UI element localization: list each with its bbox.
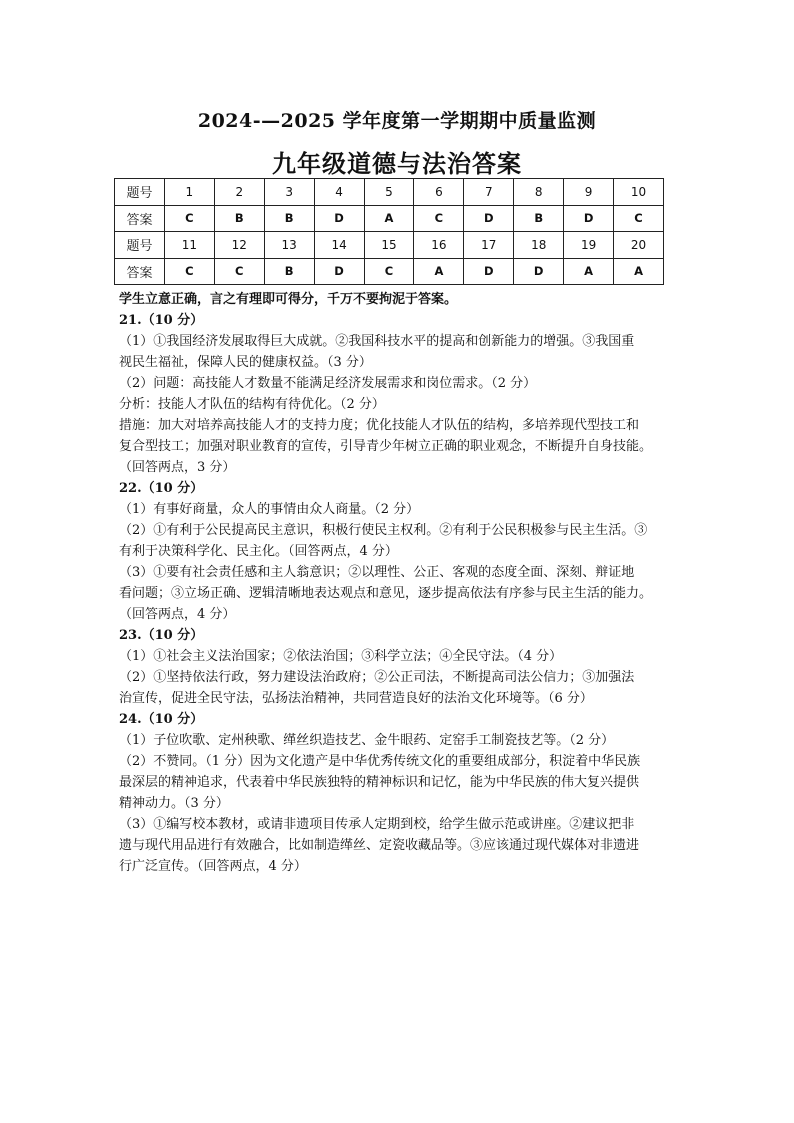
scoring-note: 学生立意正确，言之有理即可得分，千万不要拘泥于答案。	[119, 292, 458, 307]
answer-line: 21.（10 分）	[119, 313, 204, 328]
answer-cell: C	[414, 205, 464, 232]
answer-cell: C	[364, 258, 414, 285]
question-number-cell: 11	[164, 232, 214, 259]
question-number-cell: 7	[464, 179, 514, 206]
answer-line: 复合型技工；加强对职业教育的宣传，引导青少年树立正确的职业观念，不断提升自身技能。	[119, 439, 653, 454]
answer-cell: B	[514, 205, 564, 232]
row-label-number: 题号	[115, 232, 165, 259]
row-label-answer: 答案	[115, 258, 165, 285]
answer-line: 措施：加大对培养高技能人才的支持力度；优化技能人才队伍的结构，多培养现代型技工和	[119, 418, 640, 433]
question-number-cell: 10	[614, 179, 664, 206]
answer-line: 遗与现代用品进行有效融合，比如制造缂丝、定瓷收藏品等。③应该通过现代媒体对非遗进	[119, 838, 640, 853]
answer-line: （3）①要有社会责任感和主人翁意识；②以理性、公正、客观的态度全面、深刻、辩证地	[119, 565, 635, 580]
answer-line: 分析：技能人才队伍的结构有待优化。（2 分）	[119, 397, 385, 412]
answer-line: （1）①社会主义法治国家；②依法治国；③科学立法；④全民守法。（4 分）	[119, 649, 563, 664]
answer-cell: B	[264, 205, 314, 232]
answer-cell: D	[314, 205, 364, 232]
answer-cell: A	[414, 258, 464, 285]
question-number-cell: 2	[214, 179, 264, 206]
answer-subtitle: 九年级道德与法治答案	[272, 149, 522, 178]
answer-cell: B	[214, 205, 264, 232]
answer-cell: D	[314, 258, 364, 285]
question-number-cell: 18	[514, 232, 564, 259]
answer-row	[115, 205, 664, 232]
answer-cell: A	[614, 258, 664, 285]
question-number-cell: 8	[514, 179, 564, 206]
question-number-row	[115, 232, 664, 259]
question-number-cell: 3	[264, 179, 314, 206]
answer-line: （回答两点，3 分）	[119, 460, 236, 475]
answer-line: （回答两点，4 分）	[119, 607, 236, 622]
question-number-cell: 6	[414, 179, 464, 206]
answer-row	[115, 258, 664, 285]
answer-cell: C	[164, 205, 214, 232]
answer-cell: D	[464, 258, 514, 285]
answer-cell: A	[364, 205, 414, 232]
answer-line: 精神动力。（3 分）	[119, 796, 229, 811]
answer-cell: B	[264, 258, 314, 285]
answer-line: （2）①有利于公民提高民主意识，积极行使民主权利。②有利于公民积极参与民主生活。③	[119, 523, 648, 538]
question-number-cell: 16	[414, 232, 464, 259]
answer-cell: D	[464, 205, 514, 232]
answer-line: 视民生福祉，保障人民的健康权益。（3 分）	[119, 355, 372, 370]
answer-cell: D	[514, 258, 564, 285]
question-number-cell: 17	[464, 232, 514, 259]
answer-line: 22.（10 分）	[119, 481, 204, 496]
answer-line: 治宣传，促进全民守法，弘扬法治精神，共同营造良好的法治文化环境等。（6 分）	[119, 691, 593, 706]
answer-lines	[119, 310, 679, 877]
answer-line: （2）不赞同。（1 分）因为文化遗产是中华优秀传统文化的重要组成部分，积淀着中华民族	[119, 754, 641, 769]
answer-line: （1）子位吹歌、定州秧歌、缂丝织造技艺、金牛眼药、定窑手工制瓷技艺等。（2 分）	[119, 733, 615, 748]
answer-cell: C	[164, 258, 214, 285]
answer-line: 有利于决策科学化、民主化。（回答两点，4 分）	[119, 544, 398, 559]
question-number-cell: 5	[364, 179, 414, 206]
answer-line: （1）①我国经济发展取得巨大成就。②我国科技水平的提高和创新能力的增强。③我国重	[119, 334, 635, 349]
question-number-cell: 20	[614, 232, 664, 259]
question-number-cell: 13	[264, 232, 314, 259]
question-number-cell: 14	[314, 232, 364, 259]
exam-title: 2024-—2025 学年度第一学期期中质量监测	[197, 110, 597, 132]
answer-table	[114, 178, 664, 285]
question-number-cell: 19	[564, 232, 614, 259]
answer-cell: D	[564, 205, 614, 232]
answer-cell: A	[564, 258, 614, 285]
answer-line: 行广泛宣传。（回答两点，4 分）	[119, 859, 307, 874]
answer-line: （2）问题：高技能人才数量不能满足经济发展需求和岗位需求。（2 分）	[119, 376, 537, 391]
answer-cell: C	[214, 258, 264, 285]
answer-cell: C	[614, 205, 664, 232]
answer-line: 最深层的精神追求，代表着中华民族独特的精神标识和记忆，能为中华民族的伟大复兴提供	[119, 775, 640, 790]
answer-line: （2）①坚持依法行政，努力建设法治政府；②公正司法，不断提高司法公信力；③加强法	[119, 670, 635, 685]
question-number-cell: 12	[214, 232, 264, 259]
question-number-cell: 9	[564, 179, 614, 206]
row-label-answer: 答案	[115, 205, 165, 232]
answer-line: 23.（10 分）	[119, 628, 204, 643]
answer-line: 24.（10 分）	[119, 712, 204, 727]
question-number-cell: 1	[164, 179, 214, 206]
question-number-row	[115, 179, 664, 206]
question-number-cell: 15	[364, 232, 414, 259]
answer-line: 看问题；③立场正确、逻辑清晰地表达观点和意见，逐步提高依法有序参与民主生活的能力。	[119, 586, 653, 601]
answer-line: （3）①编写校本教材，或请非遗项目传承人定期到校，给学生做示范或讲座。②建议把非	[119, 817, 635, 832]
answer-line: （1）有事好商量，众人的事情由众人商量。（2 分）	[119, 502, 420, 517]
row-label-number: 题号	[115, 179, 165, 206]
question-number-cell: 4	[314, 179, 364, 206]
answer-body	[119, 289, 679, 877]
